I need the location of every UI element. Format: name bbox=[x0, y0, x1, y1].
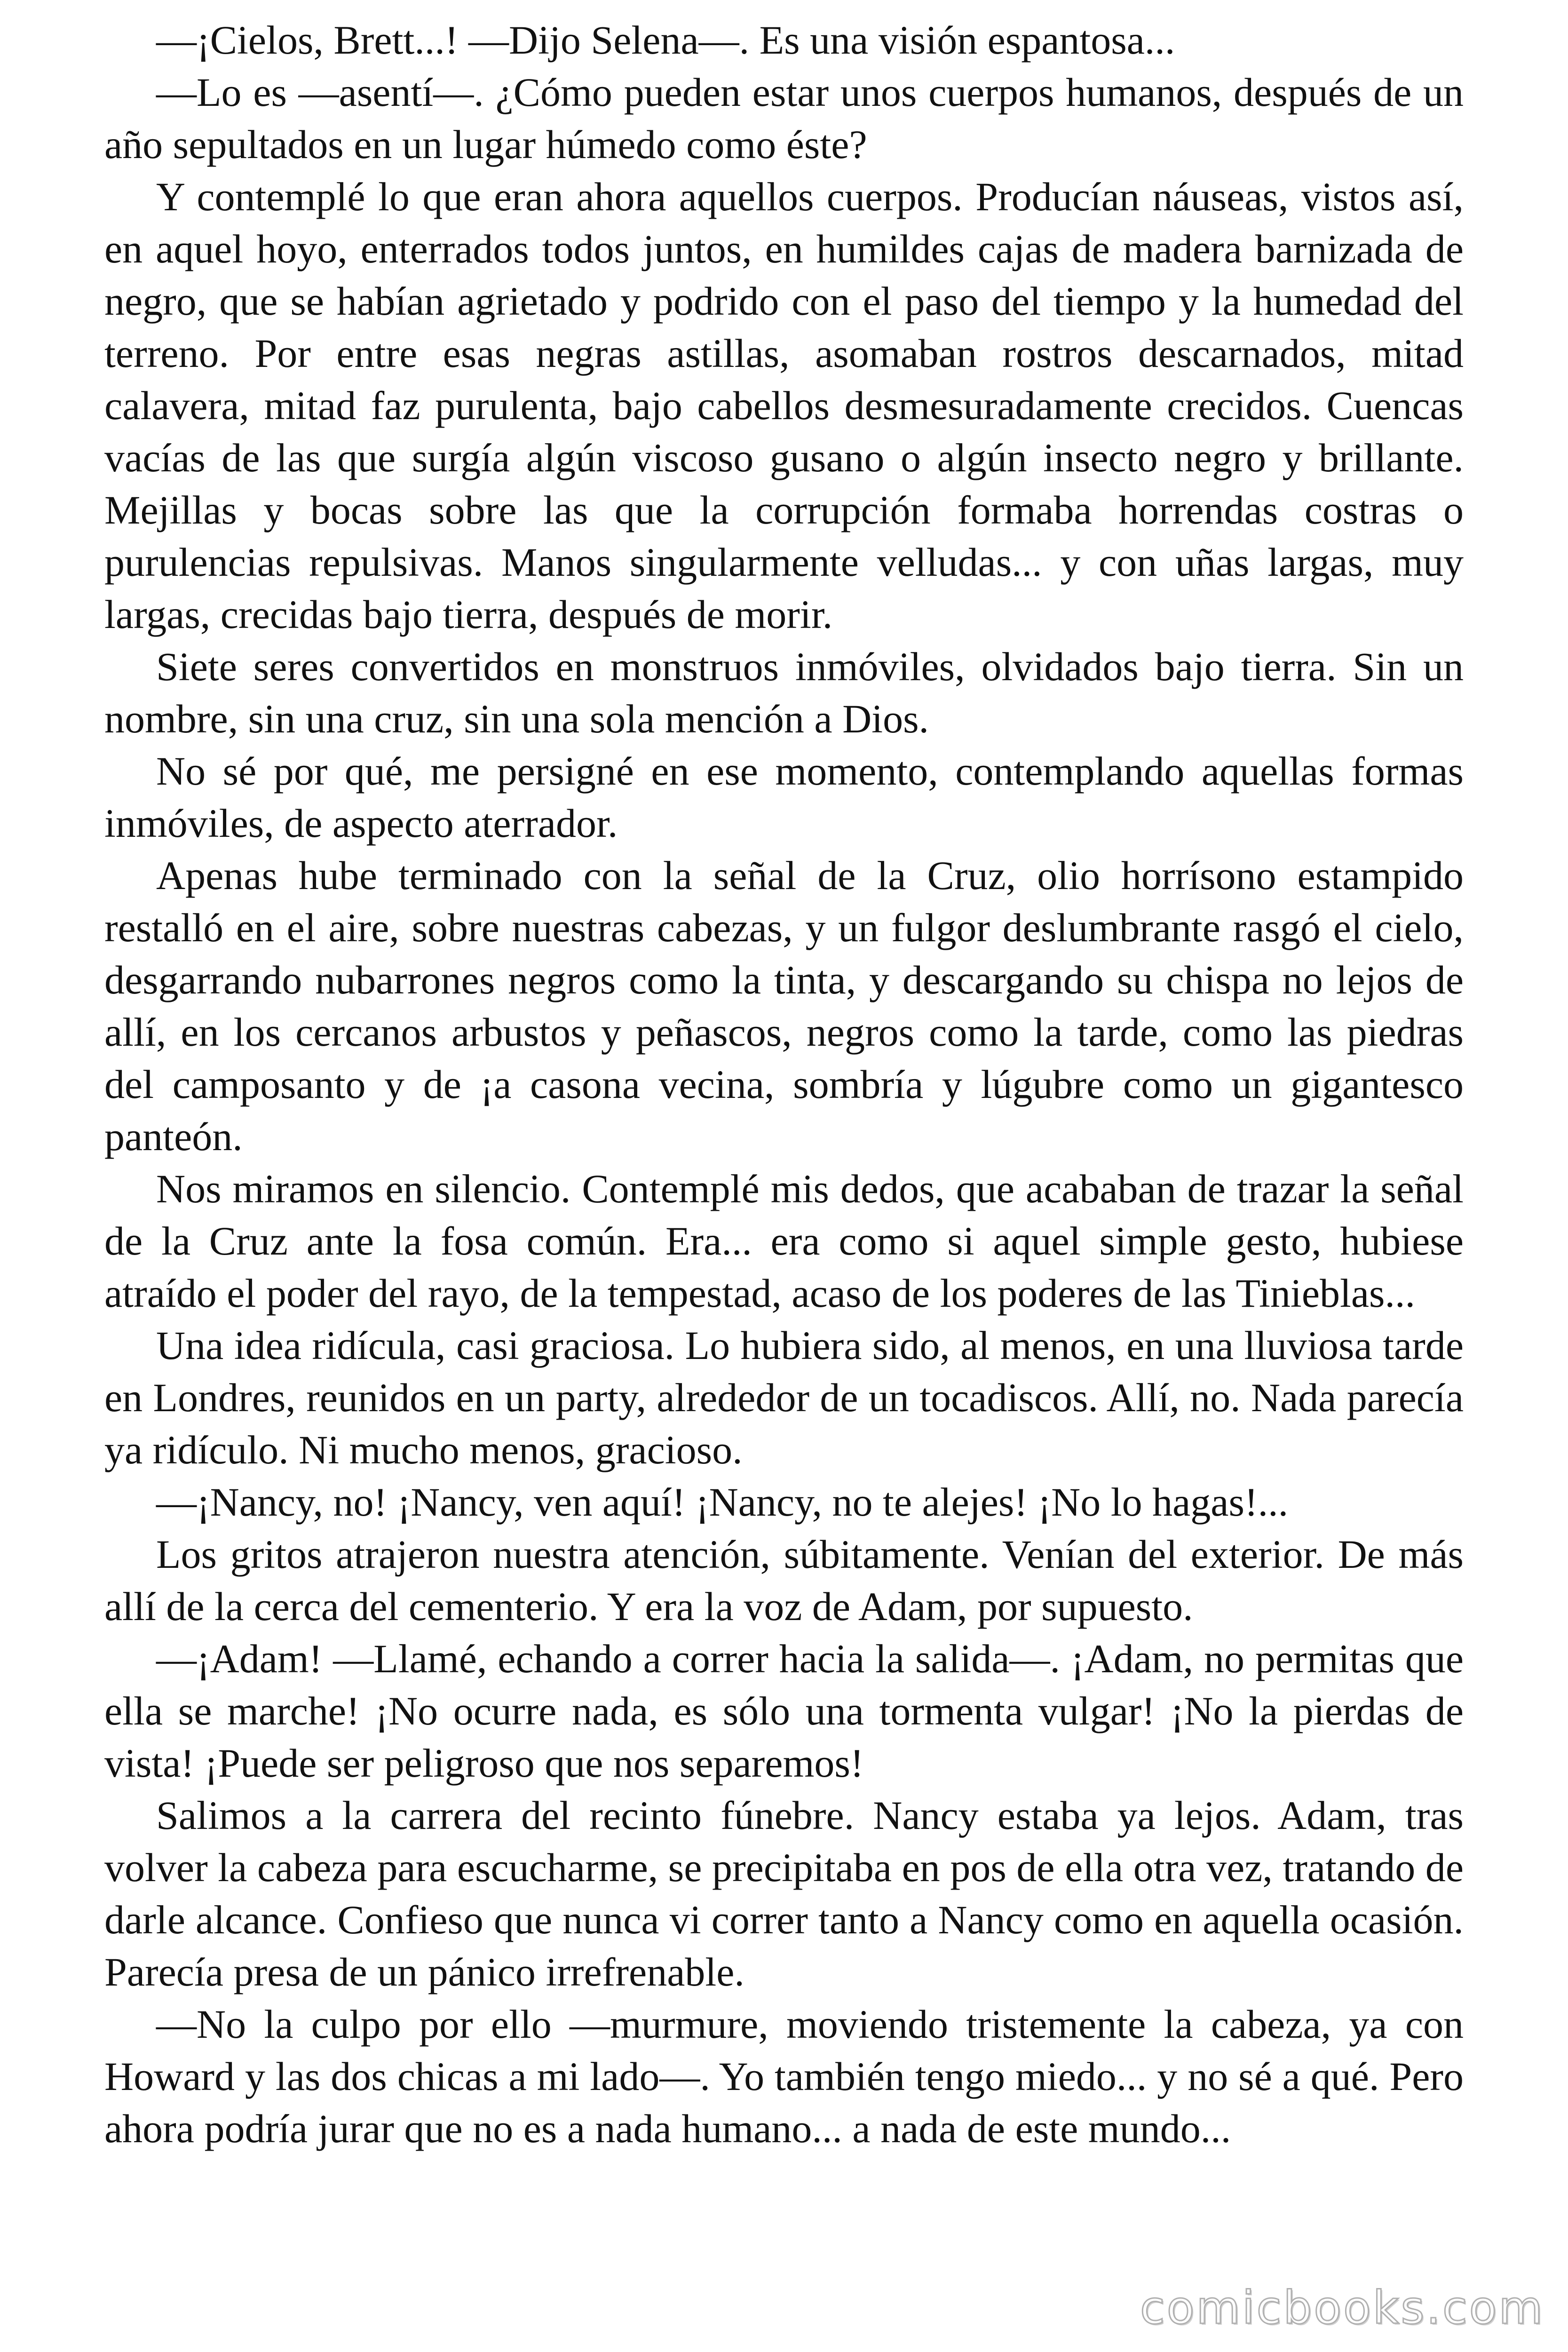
paragraph: Una idea ridícula, casi graciosa. Lo hubiera sido, al menos, en una lluviosa tarde en Londres, reunidos en un party, alrededor de un tocadiscos. Allí, no. Nada parecía ya ridículo. Ni mucho menos, gracioso. bbox=[104, 1323, 1464, 1472]
paragraph: No sé por qué, me persigné en ese momento, contemplando aquellas formas inmóviles, de aspecto aterrador. bbox=[104, 748, 1464, 846]
paragraph: Los gritos atrajeron nuestra atención, súbitamente. Venían del exterior. De más allí de la cerca del cementerio. Y era la voz de Adam, por supuesto. bbox=[104, 1532, 1464, 1629]
paragraph: —¡Adam! —Llamé, echando a correr hacia la salida—. ¡Adam, no permitas que ella se marche! ¡No ocurre nada, es sólo una tormenta vulgar! ¡No la pierdas de vista! ¡Puede ser peligroso que nos separemos! bbox=[104, 1636, 1464, 1786]
body-text bbox=[104, 14, 1464, 2155]
paragraph: Apenas hube terminado con la señal de la Cruz, olio horrísono estampido restalló en el aire, sobre nuestras cabezas, y un fulgor deslumbrante rasgó el cielo, desgarrando nubarrones negros como la tinta, y descargando su chispa no lejos de allí, en los cercanos arbustos y peñascos, negros como la tarde, como las piedras del camposanto y de ¡a casona vecina, sombría y lúgubre como un gigantesco panteón. bbox=[104, 853, 1464, 1159]
paragraph: Y contemplé lo que eran ahora aquellos cuerpos. Producían náuseas, vistos así, en aquel hoyo, enterrados todos juntos, en humildes cajas de madera barnizada de negro, que se habían agrietado y podrido con el paso del tiempo y la humedad del terreno. Por entre esas negras astillas, asomaban rostros descarnados, mitad calavera, mitad faz purulenta, bajo cabellos desmesuradamente crecidos. Cuencas vacías de las que surgía algún viscoso gusano o algún insecto negro y brillante. Mejillas y bocas sobre las que la corrupción formaba horrendas costras o purulencias repulsivas. Manos singularmente velludas... y con uñas largas, muy largas, crecidas bajo tierra, después de morir. bbox=[104, 174, 1464, 637]
paragraph: —¡Cielos, Brett...! —Dijo Selena—. Es una visión espantosa... bbox=[156, 17, 1175, 63]
paragraph: —Lo es —asentí—. ¿Cómo pueden estar unos cuerpos humanos, después de un año sepultados en un lugar húmedo como éste? bbox=[104, 70, 1464, 167]
paragraph: Salimos a la carrera del recinto fúnebre. Nancy estaba ya lejos. Adam, tras volver la cabeza para escucharme, se precipitaba en pos de ella otra vez, tratando de darle alcance. Confieso que nunca vi correr tanto a Nancy como en aquella ocasión. Parecía presa de un pánico irrefrenable. bbox=[104, 1793, 1464, 1994]
paragraph: —¡Nancy, no! ¡Nancy, ven aquí! ¡Nancy, no te alejes! ¡No lo hagas!... bbox=[156, 1479, 1289, 1525]
paragraph: Nos miramos en silencio. Contemplé mis dedos, que acababan de trazar la señal de la Cruz ante la fosa común. Era... era como si aquel simple gesto, hubiese atraído el poder del rayo, de la tempestad, acaso de los poderes de las Tinieblas... bbox=[104, 1166, 1464, 1316]
watermark-logo: comicbooks.com bbox=[1140, 2281, 1544, 2334]
paragraph: —No la culpo por ello —murmure, moviendo tristemente la cabeza, ya con Howard y las dos chicas a mi lado—. Yo también tengo miedo... y no sé a qué. Pero ahora podría jurar que no es a nada humano... a nada de este mundo... bbox=[104, 2002, 1464, 2151]
paragraph: Siete seres convertidos en monstruos inmóviles, olvidados bajo tierra. Sin un nombre, sin una cruz, sin una sola mención a Dios. bbox=[104, 644, 1464, 741]
